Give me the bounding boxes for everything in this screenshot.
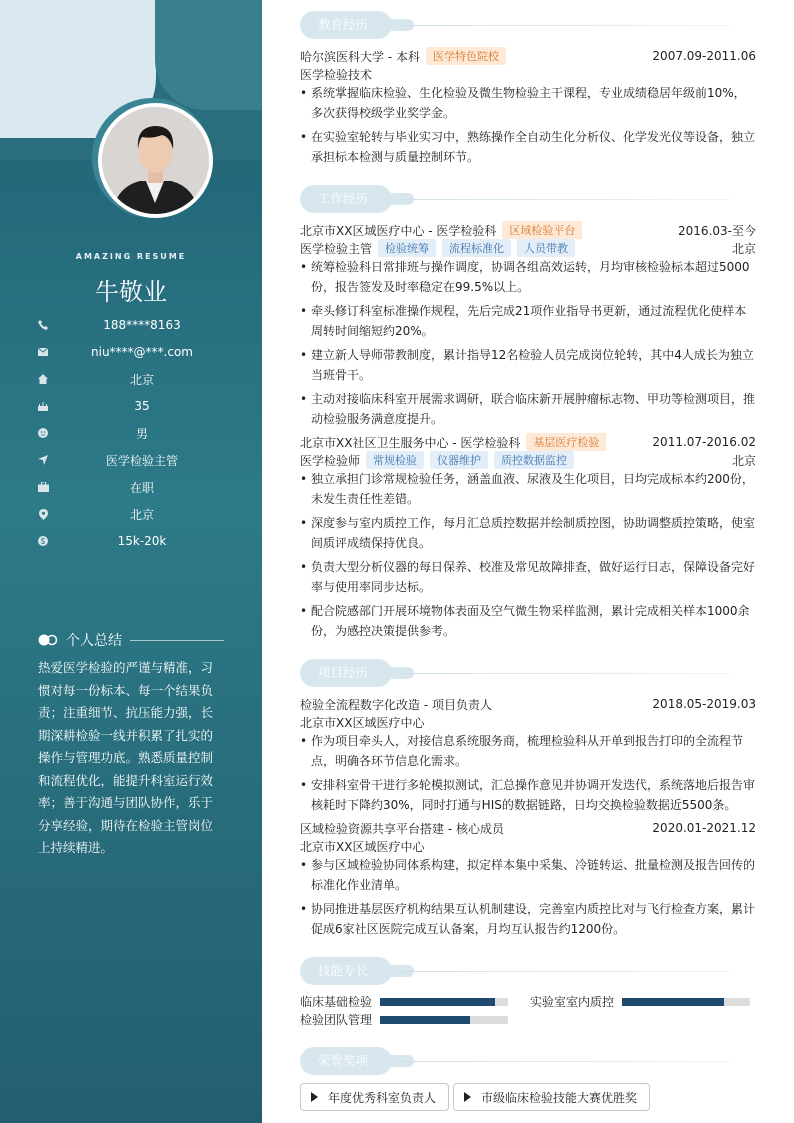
project-name: 区域检验资源共享平台搭建 - 核心成员: [300, 821, 504, 836]
location-value: 北京: [129, 507, 154, 522]
skill-item: [300, 1011, 508, 1028]
company-name: 北京市XX区域医疗中心 - 医学检验科: [300, 223, 497, 238]
section-divider: [400, 1061, 730, 1062]
job-position: 医学检验师: [300, 453, 361, 468]
job-position-row: [300, 239, 756, 257]
info-email: [36, 342, 246, 362]
phone-icon: [36, 318, 50, 332]
skill-level-fill: [380, 998, 495, 1006]
project-org-row: [300, 713, 756, 731]
sidebar-decoration-mid: [155, 0, 262, 110]
school-name: 哈尔滨医科大学 - 本科: [300, 49, 420, 64]
skill-tag: 人员带教: [517, 239, 575, 257]
job-bullet: • 负责大型分析仪器的每日保养、校准及常见故障排查，做好运行日志，保障设备完好率与使用率同步达标。: [300, 557, 756, 597]
education-date: 2007.09-2011.06: [652, 49, 756, 63]
info-position: [36, 450, 246, 470]
project-header: [300, 695, 756, 713]
company-name: 北京市XX社区卫生服务中心 - 医学检验科: [300, 435, 521, 450]
phone-value: 188****8163: [103, 318, 181, 332]
gender-value: 男: [135, 426, 148, 441]
project-org-row: [300, 837, 756, 855]
job-city: 北京: [731, 453, 756, 468]
skill-name: 临床基础检验: [300, 995, 373, 1009]
skill-level-fill: [622, 998, 724, 1006]
section-divider: [400, 971, 730, 972]
main-content: [262, 0, 794, 1123]
skill-name: 检验团队管理: [300, 1013, 373, 1027]
section-divider: [400, 199, 730, 200]
summary-header: [38, 630, 224, 650]
skill-bar: [622, 998, 750, 1006]
home-icon: [36, 372, 50, 386]
job-position: 医学检验主管: [300, 241, 373, 256]
job-bullet: • 牵头修订科室标准操作规程，先后完成21项作业指导书更新，通过流程优化使样本周转时间缩短约20%。: [300, 301, 756, 341]
money-icon: [36, 534, 50, 548]
project-bullet: • 作为项目牵头人，对接信息系统服务商，梳理检验科从开单到报告打印的全流程节点，明确各环节信息化需求。: [300, 731, 756, 771]
award-name: 年度优秀科室负责人: [328, 1090, 437, 1105]
candidate-name: 牛敬业: [95, 278, 167, 306]
skill-tag: 流程标准化: [442, 239, 511, 257]
work-section-title: 工作经历: [300, 185, 392, 213]
info-location: [36, 504, 246, 524]
play-triangle-icon: [311, 1092, 318, 1102]
education-bullet: • 在实验室轮转与毕业实习中，熟练操作全自动生化分析仪、化学发光仪等设备，独立承担标本检测与质量控制环节。: [300, 127, 756, 167]
job-city: 北京: [731, 241, 756, 256]
resume-tagline: AMAZING RESUME: [75, 252, 187, 261]
summary-title: 个人总结: [66, 633, 122, 649]
projects-section-header: [300, 659, 720, 687]
skill-bar: [380, 998, 508, 1006]
summary-dots-icon: [38, 634, 58, 646]
job-bullet: • 统筹检验科日常排班与操作调度，协调各组高效运转，月均审核检验标本超过5000份，报告签发及时率稳定在99.5%以上。: [300, 257, 756, 297]
job-bullet: • 配合院感部门开展环境物体表面及空气微生物采样监测，累计完成相关样本1000余份，为感控决策提供参考。: [300, 601, 756, 641]
job-position-row: [300, 451, 756, 469]
person-portrait-icon: [102, 107, 209, 214]
summary-divider: [130, 640, 224, 641]
cake-icon: [36, 399, 50, 413]
award-badge: [300, 1083, 449, 1111]
position-value: 医学检验主管: [105, 453, 178, 468]
info-home: [36, 369, 246, 389]
award-badge: [453, 1083, 650, 1111]
profile-photo: [98, 103, 213, 218]
skill-bar: [380, 1016, 508, 1024]
skill-tag: 质控数据监控: [494, 451, 574, 469]
project-org: 北京市XX区域医疗中心: [300, 839, 425, 854]
job-date: 2011.07-2016.02: [652, 435, 756, 449]
project-date: 2020.01-2021.12: [652, 821, 756, 835]
skills-section-header: [300, 957, 720, 985]
education-row: [300, 47, 756, 65]
skills-section-title: 技能专长: [300, 957, 392, 985]
info-gender: [36, 423, 246, 443]
send-icon: [36, 453, 50, 467]
project-date: 2018.05-2019.03: [652, 697, 756, 711]
company-tag: 区域检验平台: [502, 221, 582, 239]
location-icon: [36, 507, 50, 521]
projects-section-title: 项目经历: [300, 659, 392, 687]
award-name: 市级临床检验技能大赛优胜奖: [481, 1090, 638, 1105]
job-bullet: • 主动对接临床科室开展需求调研，联合临床新开展肿瘤标志物、甲功等检测项目，推动检验服务满意度提升。: [300, 389, 756, 429]
job-date: 2016.03-至今: [678, 223, 756, 238]
info-salary: [36, 531, 246, 551]
project-name: 检验全流程数字化改造 - 项目负责人: [300, 697, 492, 712]
briefcase-icon: [36, 480, 50, 494]
email-value: niu****@***.com: [91, 345, 193, 359]
major-name: 医学检验技术: [300, 67, 373, 82]
mail-icon: [36, 345, 50, 359]
sidebar: [0, 0, 262, 1123]
project-header: [300, 819, 756, 837]
section-divider: [400, 25, 730, 26]
home-value: 北京: [129, 372, 154, 387]
salary-value: 15k-20k: [117, 534, 167, 548]
info-phone: [36, 315, 246, 335]
skill-item: [300, 993, 508, 1010]
project-bullet: • 协同推进基层医疗机构结果互认机制建设，完善室内质控比对与飞行检查方案，累计促成6家社区医院完成互认备案，月均互认报告约1200份。: [300, 899, 756, 939]
skill-name: 实验室室内质控: [530, 995, 615, 1009]
job-bullet: • 建立新人导师带教制度，累计指导12名检验人员完成岗位轮转，其中4人成长为独立当班骨干。: [300, 345, 756, 385]
avatar: [102, 107, 209, 214]
skill-tag: 常规检验: [366, 451, 424, 469]
status-value: 在职: [129, 480, 154, 495]
job-header: [300, 433, 756, 451]
project-bullet: • 安排科室骨干进行多轮模拟测试，汇总操作意见并协调开发迭代，系统落地后报告审核耗时下降约30%，同时打通与HIS的数据链路，日均交换检验数据近5500条。: [300, 775, 756, 815]
play-triangle-icon: [464, 1092, 471, 1102]
info-age: [36, 396, 246, 416]
work-section-header: [300, 185, 720, 213]
education-section-header: [300, 11, 720, 39]
project-org: 北京市XX区域医疗中心: [300, 715, 425, 730]
job-bullet: • 独立承担门诊常规检验任务，涵盖血液、尿液及生化项目，日均完成标本约200份，未发生责任性差错。: [300, 469, 756, 509]
company-tag: 基层医疗检验: [526, 433, 606, 451]
info-status: [36, 477, 246, 497]
section-divider: [400, 673, 730, 674]
job-header: [300, 221, 756, 239]
age-value: 35: [134, 399, 150, 413]
project-bullet: • 参与区域检验协同体系构建，拟定样本集中采集、冷链转运、批量检测及报告回传的标准化作业清单。: [300, 855, 756, 895]
education-section-title: 教育经历: [300, 11, 392, 39]
gender-icon: [36, 426, 50, 440]
awards-section-header: [300, 1047, 720, 1075]
major-row: [300, 65, 756, 83]
skill-item: [530, 993, 750, 1010]
skill-tag: 仪器维护: [430, 451, 488, 469]
job-bullet: • 深度参与室内质控工作，每月汇总质控数据并绘制质控图，协助调整质控策略，使室间质评成绩保持优良。: [300, 513, 756, 553]
school-tag: 医学特色院校: [426, 47, 506, 65]
education-bullet: • 系统掌握临床检验、生化检验及微生物检验主干课程，专业成绩稳居年级前10%，多次获得校级学业奖学金。: [300, 83, 756, 123]
awards-section-title: 荣誉奖项: [300, 1047, 392, 1075]
summary-text: 热爱医学检验的严谨与精准，习惯对每一份标本、每一个结果负责；注重细节、抗压能力强，长期深耕检验一线并积累了扎实的操作与管理功底。熟悉质量控制和流程优化，能提升科室运行效率；善于沟通与团队协作，乐于分享经验，期待在检验主管岗位上持续精进。: [38, 660, 214, 855]
skill-tag: 检验统筹: [378, 239, 436, 257]
skill-level-fill: [380, 1016, 470, 1024]
